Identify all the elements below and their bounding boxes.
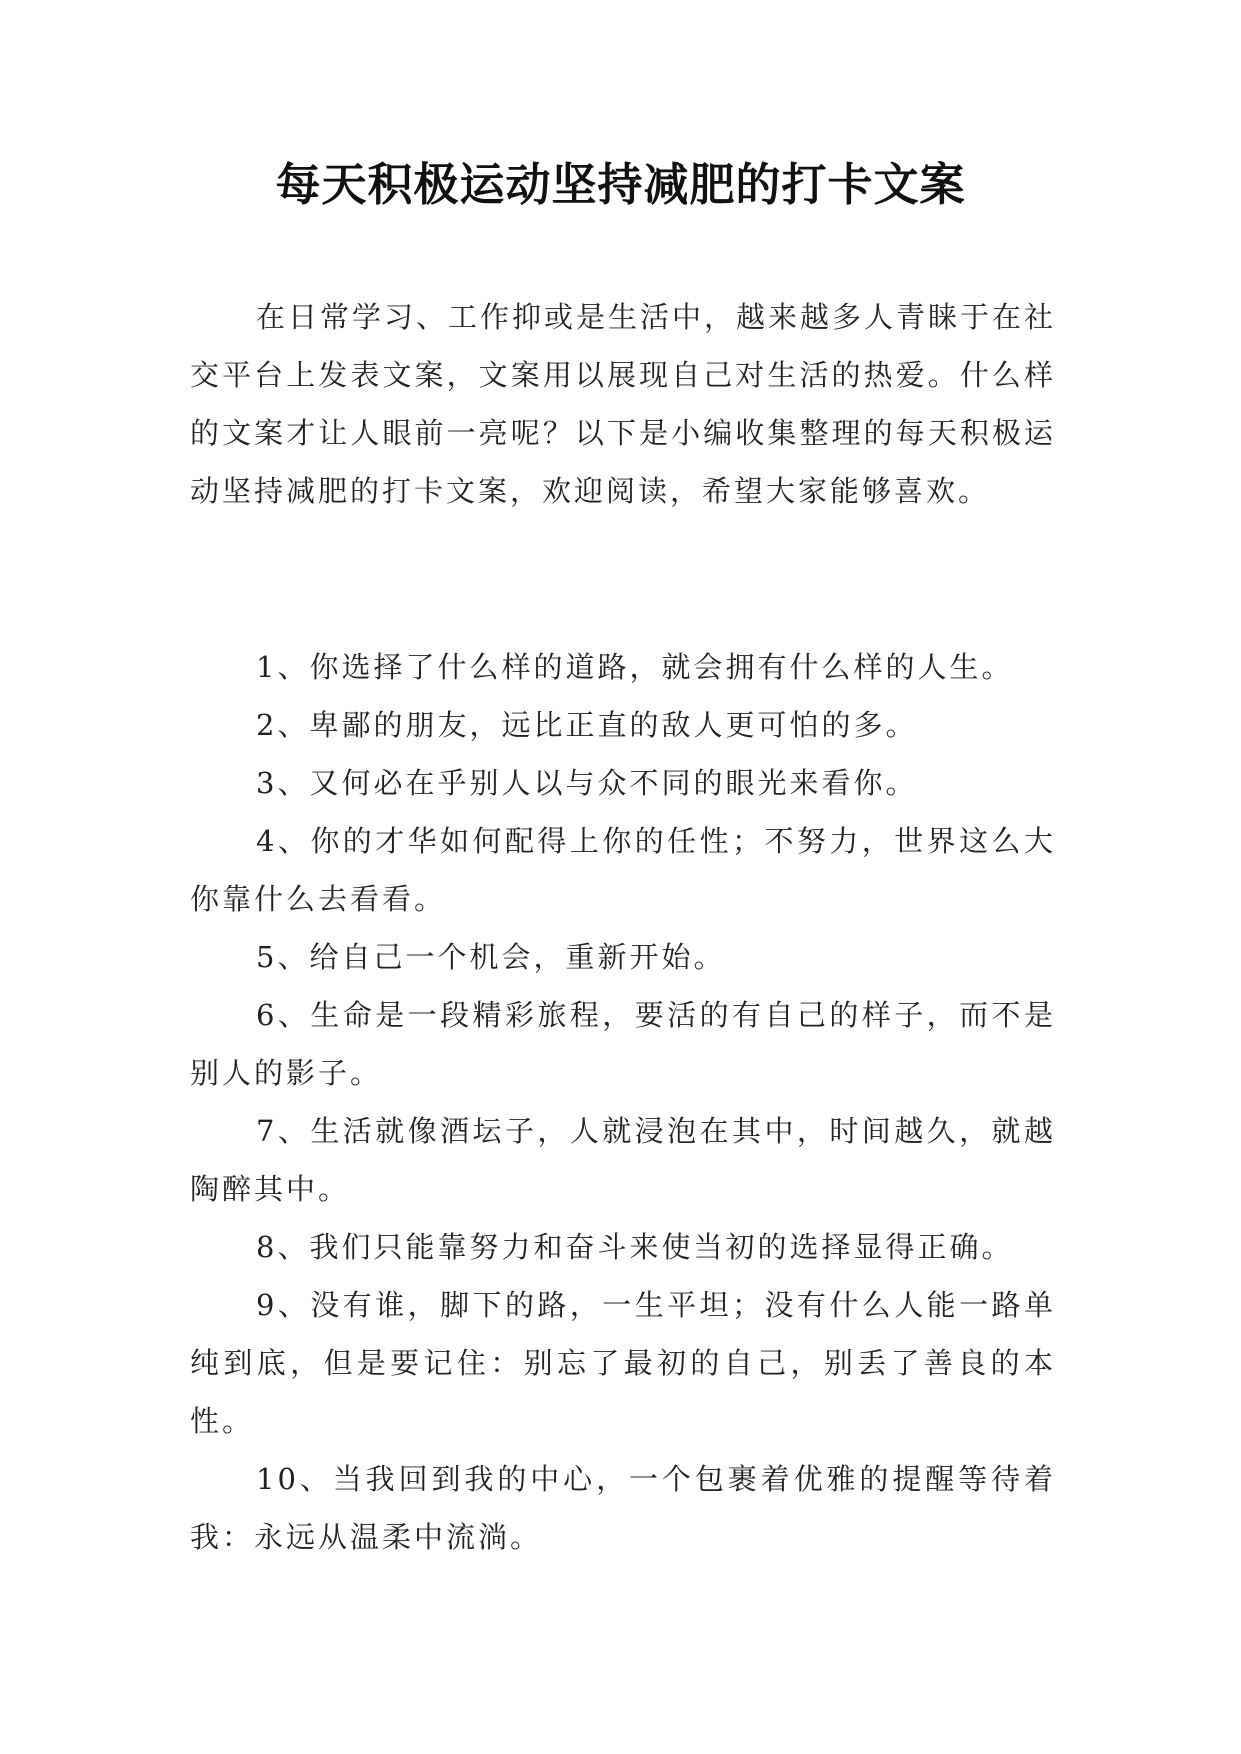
list-item: 10、当我回到我的中心，一个包裹着优雅的提醒等待着我：永远从温柔中流淌。 bbox=[190, 1462, 1056, 1554]
list-item: 5、给自己一个机会，重新开始。 bbox=[256, 940, 726, 974]
list-item: 9、没有谁，脚下的路，一生平坦；没有什么人能一路单纯到底，但是要记住：别忘了最初的自己，别丢了善良的本性。 bbox=[190, 1288, 1056, 1438]
document-title: 每天积极运动坚持减肥的打卡文案 bbox=[275, 158, 966, 211]
intro-paragraph: 在日常学习、工作抑或是生活中，越来越多人青睐于在社交平台上发表文案，文案用以展现自己对生活的热爱。什么样的文案才让人眼前一亮呢？以下是小编收集整理的每天积极运动坚持减肥的打卡文案，欢迎阅读，希望大家能够喜欢。 bbox=[190, 300, 1057, 508]
list-item: 2、卑鄙的朋友，远比正直的敌人更可怕的多。 bbox=[256, 708, 918, 742]
list-item: 4、你的才华如何配得上你的任性；不努力，世界这么大你靠什么去看看。 bbox=[190, 824, 1056, 916]
list-item: 3、又何必在乎别人以与众不同的眼光来看你。 bbox=[256, 766, 918, 800]
list-item: 7、生活就像酒坛子，人就浸泡在其中，时间越久，就越陶醉其中。 bbox=[190, 1114, 1056, 1206]
quote-list bbox=[190, 638, 1056, 1566]
list-item: 8、我们只能靠努力和奋斗来使当初的选择显得正确。 bbox=[256, 1230, 1014, 1264]
list-item: 6、生命是一段精彩旅程，要活的有自己的样子，而不是别人的影子。 bbox=[190, 998, 1056, 1090]
list-item: 1、你选择了什么样的道路，就会拥有什么样的人生。 bbox=[256, 650, 1014, 684]
